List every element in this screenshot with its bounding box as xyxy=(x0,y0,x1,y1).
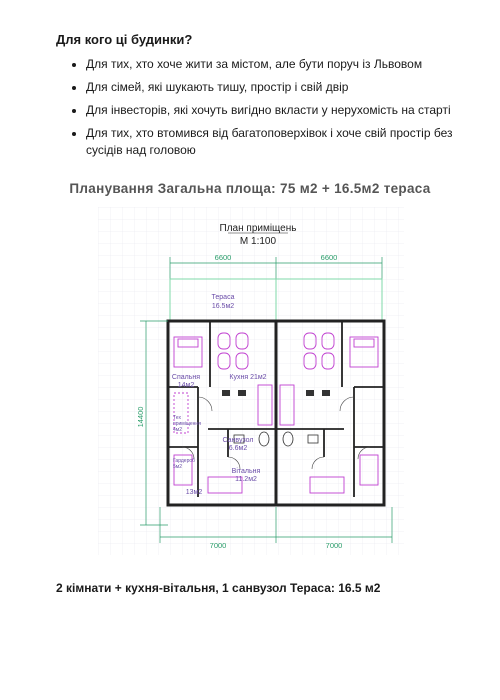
room-bathroom-area: 6.6м2 xyxy=(228,445,248,452)
room-living-area: 11.2м2 xyxy=(235,476,257,483)
list-item xyxy=(56,56,466,73)
room-hall-area: 13м2 xyxy=(185,489,203,496)
room-bedroom: Спальня xyxy=(171,374,201,381)
terrace-area: 16.5м2 xyxy=(211,303,235,310)
bullet-dot xyxy=(72,109,76,113)
room-utility: Тех xyxy=(173,415,181,421)
room-bedroom-area: 14м2 xyxy=(177,382,195,389)
room-living: Вітальня xyxy=(231,468,261,475)
room-bathroom: Санвузол xyxy=(222,437,254,444)
bullet-dot xyxy=(72,63,76,67)
dim-height: 14400 xyxy=(136,406,145,428)
floor-plan-image xyxy=(98,207,404,555)
bullet-dot xyxy=(72,132,76,136)
list-item xyxy=(56,102,466,119)
list-item-text: Для тих, хто втомився від багатоповерхівок і хоче свій простір без сусідів над головою xyxy=(86,126,453,157)
dim-top-right: 6600 xyxy=(320,253,338,262)
list-item-text: Для тих, хто хоче жити за містом, але бути поруч із Львовом xyxy=(86,57,423,71)
section-heading: Для кого ці будинки? xyxy=(56,32,193,47)
dim-bottom-left: 7000 xyxy=(209,541,227,550)
dim-bottom-right: 7000 xyxy=(325,541,343,550)
list-item-text: Для сімей, які шукають тишу, простір і свій двір xyxy=(86,80,349,94)
list-item-text: Для інвесторів, які хочуть вигідно вкласти у нерухомість на старті xyxy=(86,103,451,117)
plan-caption: 2 кімнати + кухня-вітальня, 1 санвузол Тераса: 16.5 м2 xyxy=(56,581,381,595)
list-item xyxy=(56,79,466,96)
plan-title: Планування Загальна площа: 75 м2 + 16.5м2 тераса xyxy=(69,181,431,196)
room-wardrobe-area: 5м2 xyxy=(173,464,182,470)
plan-scale: М 1:100 xyxy=(239,236,277,247)
room-utility-area: 4м2 xyxy=(173,427,182,433)
dim-top-left: 6600 xyxy=(214,253,232,262)
plan-grid xyxy=(98,207,404,555)
audience-list xyxy=(56,56,466,165)
room-kitchen: Кухня 21м2 xyxy=(229,374,267,381)
room-utility-2: приміщення xyxy=(173,421,201,427)
bullet-dot xyxy=(72,86,76,90)
room-wardrobe: Гардероб xyxy=(173,458,195,464)
list-item xyxy=(56,125,466,159)
terrace-label: Тераса xyxy=(211,294,235,301)
plan-header: План приміщень xyxy=(219,223,297,234)
